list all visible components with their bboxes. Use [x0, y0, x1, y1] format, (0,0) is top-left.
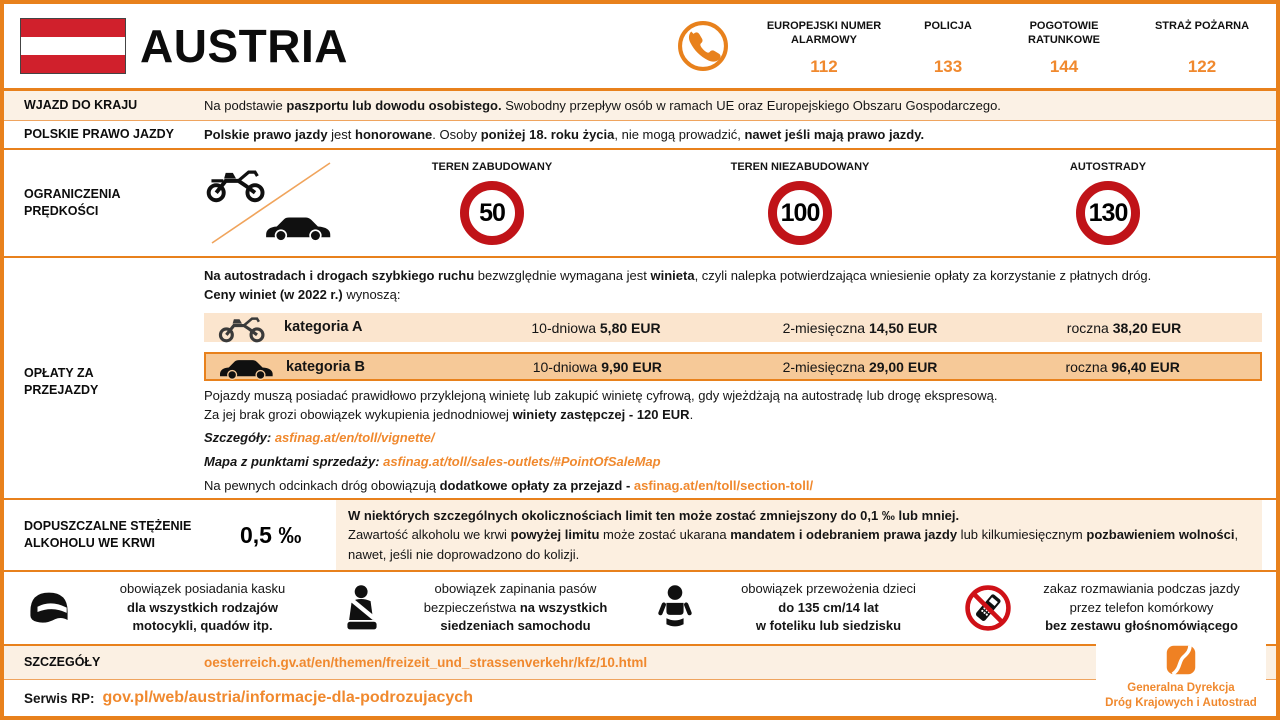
emergency-number: 144: [1049, 57, 1079, 76]
section-label-alcohol: DOPUSZCZALNE STĘŻENIE ALKOHOLU WE KRWI: [24, 519, 192, 550]
emergency-label: POGOTOWIE RATUNKOWE: [1028, 20, 1100, 47]
section-label-speed: OGRANICZENIA PRĘDKOŚCI: [24, 187, 121, 218]
emergency-label: POLICJA: [924, 20, 972, 32]
zone-label: AUTOSTRADY: [1069, 161, 1147, 173]
emergency-number: 122: [1187, 57, 1217, 76]
vignette-price-10day: 10-dniowa 5,80 EUR: [531, 319, 661, 336]
seatbelt-icon: [333, 584, 391, 632]
speed-col-motorway: [954, 161, 1262, 245]
speed-col-rural: [646, 161, 954, 245]
vignette-category: kategoria A: [284, 319, 363, 336]
car-icon: [212, 354, 286, 381]
gddkia-logo-text: Generalna Dyrekcja Dróg Krajowych i Autostrad: [1105, 682, 1257, 710]
licence-text: Polskie prawo jazdy jest honorowane. Osoby poniżej 18. roku życia, nie mogą prowadzić, nawet jeśli mają prawo jazdy.: [204, 127, 925, 142]
section-label-details: SZCZEGÓŁY: [24, 655, 101, 670]
flag-stripe: [21, 19, 125, 37]
no-phone-icon: [959, 583, 1017, 633]
details-section: [4, 646, 1276, 679]
vignette-note-1: Pojazdy muszą posiadać prawidłowo przyklejoną winietę lub zakupić winietę cyfrową, gdy wjeżdżają na autostradę lub drogę ekspresową.: [204, 387, 998, 403]
vignette-price-table: [204, 313, 1262, 381]
phone-icon: [676, 19, 730, 73]
section-label-tolls: OPŁATY ZA PRZEJAZDY: [24, 365, 99, 397]
emergency-label: STRAŻ POŻARNA: [1154, 20, 1250, 32]
section-label-licence: POLSKIE PRAWO JAZDY: [24, 127, 175, 142]
gddkia-logo: [1096, 639, 1266, 711]
vignette-prices-intro: Ceny winiet (w 2022 r.) wynoszą:: [204, 286, 401, 302]
speed-limit-sign-130: 130: [1076, 181, 1140, 245]
vignette-price-2month: 2-miesięczna 14,50 EUR: [782, 319, 938, 336]
helmet-icon: [20, 588, 78, 629]
rule-text: obowiązek przewożenia dzieci do 135 cm/14 lat w foteliku lub siedzisku: [741, 580, 916, 634]
motorcycle-icon: [210, 313, 284, 343]
vignette-price-annual: roczna 96,40 EUR: [1065, 359, 1180, 376]
speed-limits-section: [4, 150, 1276, 256]
country-title: AUSTRIA: [140, 20, 348, 72]
emergency-item-112: [760, 19, 888, 77]
entry-section: [4, 91, 1276, 120]
flag-stripe: [21, 37, 125, 55]
vignette-price-2month: 2-miesięczna 29,00 EUR: [782, 359, 938, 376]
vignette-note-2: Za jej brak grozi obowiązek wykupienia jednodniowej winiety zastępczej - 120 EUR.: [204, 406, 694, 422]
alcohol-text: W niektórych szczególnych okolicznościach limit ten może zostać zmniejszony do 0,1 ‰ lub mniej. Zawartość alkoholu we krwi powyżej limitu może zostać ukarana mandatem i odebraniem prawa jazdy lub kilkumiesięcznym pozbawieniem wolności, nawet, jeśli nie doprowadzono do kolizji.: [336, 500, 1262, 571]
vignette-map-link[interactable]: Mapa z punktami sprzedaży: asfinag.at/toll/sales-outlets/#PointOfSaleMap: [204, 454, 661, 470]
rule-text: zakaz rozmawiania podczas jazdy przez telefon komórkowy bez zestawu głośnomówiącego: [1043, 580, 1240, 634]
child-seat-icon: [646, 584, 704, 632]
vignette-price-annual: roczna 38,20 EUR: [1066, 319, 1182, 336]
licence-section: [4, 121, 1276, 148]
vignette-details-link[interactable]: Szczegóły: asfinag.at/en/toll/vignette/: [204, 430, 435, 446]
emergency-label: EUROPEJSKI NUMER ALARMOWY: [766, 20, 882, 47]
emergency-numbers: [676, 15, 1260, 77]
zone-label: TEREN ZABUDOWANY: [431, 161, 553, 173]
emergency-item-police: [912, 19, 984, 77]
speed-columns: [338, 161, 1262, 245]
section-toll-link[interactable]: Na pewnych odcinkach dróg obowiązują dodatkowe opłaty za przejazd - asfinag.at/en/toll/section-toll/: [204, 478, 814, 494]
page-header: [4, 4, 1276, 88]
details-link[interactable]: oesterreich.gv.at/en/themen/freizeit_und_strassenverkehr/kfz/10.html: [204, 655, 648, 670]
motorcycle-icon: [204, 165, 268, 203]
rules-section: [4, 572, 1276, 644]
zone-label: TEREN NIEZABUDOWANY: [730, 161, 870, 173]
emergency-number: 112: [810, 57, 838, 76]
vignette-category: kategoria B: [286, 358, 365, 375]
serwis-label: Serwis RP:: [24, 690, 95, 706]
gddkia-logo-icon: [1162, 641, 1200, 679]
alcohol-limit-value: 0,5 ‰: [240, 521, 302, 548]
tolls-content: [204, 265, 1262, 498]
rule-helmet: [14, 580, 327, 637]
flag-stripe: [21, 55, 125, 73]
vignette-row-category-b: [204, 352, 1262, 381]
rule-no-phone: [953, 580, 1266, 637]
tolls-section: [4, 258, 1276, 498]
vehicle-icons: [204, 155, 338, 251]
emergency-item-ambulance: [1008, 19, 1120, 77]
section-label-entry: WJAZD DO KRAJU: [24, 98, 138, 113]
serwis-section: [4, 680, 1276, 716]
serwis-link[interactable]: gov.pl/web/austria/informacje-dla-podrozujacych: [102, 689, 473, 706]
speed-limit-sign-100: 100: [768, 181, 832, 245]
car-icon: [262, 210, 336, 243]
alcohol-section: [4, 500, 1276, 570]
rule-seatbelt: [327, 580, 640, 637]
emergency-number: 133: [933, 57, 963, 76]
entry-text: Na podstawie paszportu lub dowodu osobistego. Swobodny przepływ osób w ramach UE oraz Europejskiego Obszaru Gospodarczego.: [204, 98, 1001, 113]
rule-text: obowiązek zapinania pasów bezpieczeństwa na wszystkich siedzeniach samochodu: [423, 580, 608, 634]
austria-flag-icon: [20, 18, 126, 74]
emergency-item-fire: [1144, 19, 1260, 77]
speed-limit-sign-50: 50: [460, 181, 524, 245]
vignette-row-category-a: [204, 313, 1262, 342]
rule-child-seat: [640, 580, 953, 637]
vignette-intro: Na autostradach i drogach szybkiego ruchu bezwzględnie wymagana jest winieta, czyli nalepka potwierdzająca wniesienie opłaty za korzystanie z płatnych dróg.: [204, 268, 1152, 283]
rule-text: obowiązek posiadania kasku dla wszystkich rodzajów motocykli, quadów itp.: [119, 580, 286, 634]
speed-col-urban: [338, 161, 646, 245]
vignette-price-10day: 10-dniowa 9,90 EUR: [532, 359, 662, 376]
